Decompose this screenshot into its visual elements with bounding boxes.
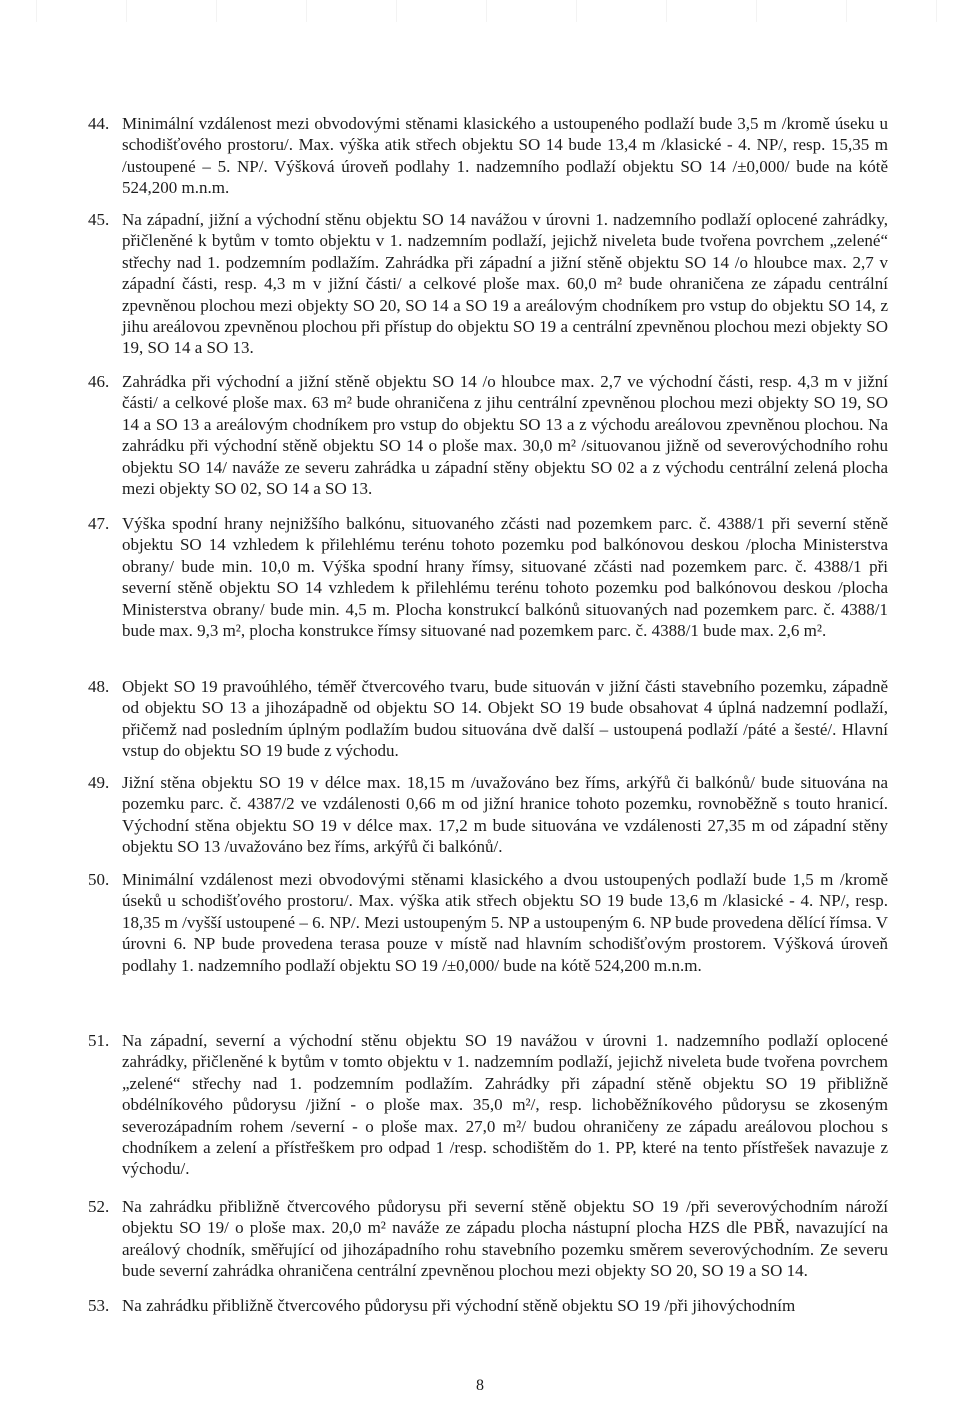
paragraph-number: 51. xyxy=(88,1031,110,1050)
paragraph-text: Objekt SO 19 pravoúhlého, téměř čtvercového tvaru, bude situován v jižní části stavebního pozemku, západně od objektu SO 13 a jihozápadně od objektu SO 14. Objekt SO 19 bude obsahovat 4 úplná nadzemní podlaží, přičemž nad posledním úplným podlažím budou situována dvě další – ustoupená podlaží /páté a šesté/. Hlavní vstup do objektu SO 19 bude z východu. xyxy=(122,677,888,761)
paragraph-text: Výška spodní hrany nejnižšího balkónu, situovaného zčásti nad pozemkem parc. č. 4388/1 při severní stěně objektu SO 14 vzhledem k přilehlému terénu tohoto pozemku pod balkónovou deskou /plocha Ministerstva obrany/ bude min. 10,0 m. Výška spodní hrany římsy, situované zčásti nad pozemkem parc. č. 4388/1 při severní stěně objektu SO 14 vzhledem k přilehlému terénu tohoto pozemku pod balkónovou deskou /plocha Ministerstva obrany/ bude min. 4,5 m. Plocha konstrukcí balkónů situovaných nad pozemkem parc. č. 4388/1 bude max. 9,3 m², plocha konstrukce římsy situované nad pozemkem parc. č. 4388/1 bude max. 2,6 m². xyxy=(122,514,888,641)
paragraph-number: 44. xyxy=(88,114,110,133)
paragraph-number: 45. xyxy=(88,210,110,229)
paragraph-number: 49. xyxy=(88,773,110,792)
paragraph-number: 47. xyxy=(88,514,110,533)
page-number: 8 xyxy=(476,1377,484,1394)
paragraph-50 xyxy=(88,869,888,976)
paragraph-number: 46. xyxy=(88,372,110,391)
paragraph-number: 52. xyxy=(88,1197,110,1216)
paragraph-45 xyxy=(88,209,888,359)
paragraph-53 xyxy=(88,1295,888,1316)
paragraph-number: 53. xyxy=(88,1296,110,1315)
paragraph-text: Minimální vzdálenost mezi obvodovými stěnami klasického a dvou ustoupených podlaží bude 1,5 m /kromě úseků u schodišťového prostoru/. Max. výška atik střech objektu SO 19 bude 13,6 m /klasické - 4. NP/, resp. 18,35 m /vyšší ustoupené – 6. NP/. Mezi ustoupeným 5. NP a ustoupeným 6. NP bude provedena dělící římsa. V úrovni 6. NP bude provedena terasa pouze v místě nad hlavním schodišťovým prostorem. Výšková úroveň podlahy 1. nadzemního podlaží objektu SO 19 /±0,000/ bude na kótě 524,200 m.n.m. xyxy=(122,870,888,975)
paragraph-text: Minimální vzdálenost mezi obvodovými stěnami klasického a ustoupeného podlaží bude 3,5 m /kromě úseku u schodišťového prostoru/. Max. výška atik střech objektu SO 14 bude 13,4 m /klasické - 4. NP/, resp. 15,35 m /ustoupené – 5. NP/. Výšková úroveň podlahy 1. nadzemního podlaží objektu SO 14 /±0,000/ bude na kótě 524,200 m.n.m. xyxy=(122,114,888,198)
paragraph-number: 50. xyxy=(88,870,110,889)
paragraph-text: Na zahrádku přibližně čtvercového půdorysu při severní stěně objektu SO 19 /při severovýchodním nároží objektu SO 19/ o ploše max. 20,0 m² naváže ze západu plocha nástupní plocha HZS dle PBŘ, navazující na areálový chodník, směřující od jihozápadního rohu stavebního pozemku směrem severovýchodním. Ze severu bude severní zahrádka ohraničena centrální zpevněnou plochou mezi objekty SO 20, SO 19 a SO 14. xyxy=(122,1197,888,1281)
paragraph-48 xyxy=(88,676,888,762)
paragraph-text: Na západní, jižní a východní stěnu objektu SO 14 navážou v úrovni 1. nadzemního podlaží oplocené zahrádky, přičleněné k bytům v tomto objektu v 1. nadzemním podlaží, jejichž niveleta bude tvořena povrchem „zelené“ střechy nad 1. podzemním podlažím. Zahrádka při západní a jižní stěně objektu SO 14 /o hloubce max. 2,7 v západní části, resp. 4,3 m v jižní části/ a celkové ploše max. 60,0 m² bude ohraničena ze západu centrální zpevněnou plochou mezi objekty SO 20, SO 14 a SO 19 a areálovým chodníkem pro vstup do objektu SO 14, z jihu areálovou zpevněnou plochou při přístup do objektu SO 19 a centrální zpevněnou plochou mezi objekty SO 19, SO 14 a SO 13. xyxy=(122,210,888,358)
paragraph-52 xyxy=(88,1196,888,1282)
paragraph-49 xyxy=(88,772,888,858)
paragraph-44 xyxy=(88,113,888,199)
paragraph-51 xyxy=(88,1030,888,1180)
paragraph-text: Na zahrádku přibližně čtvercového půdorysu při východní stěně objektu SO 19 /při jihovýchodním xyxy=(122,1296,796,1315)
paragraph-number: 48. xyxy=(88,677,110,696)
paragraph-text: Zahrádka při východní a jižní stěně objektu SO 14 /o hloubce max. 2,7 ve východní části, resp. 4,3 m v jižní části/ a celkové ploše max. 63 m² bude ohraničena z jihu centrální zpevněnou plochou mezi objekty SO 19, SO 14 a SO 13 a areálovým chodníkem pro vstup do objektu SO 13 a z východu areálovou zpevněnou plochou. Na zahrádku při východní stěně objektu SO 14 o ploše max. 30,0 m² /situovanou jižně od severovýchodního rohu objektu SO 14/ naváže ze severu zahrádka u západní stěny objektu SO 02 a z východu centrální zelená plocha mezi objekty SO 02, SO 14 a SO 13. xyxy=(122,372,888,499)
scan-edge-artifact xyxy=(0,0,960,22)
paragraph-text: Jižní stěna objektu SO 19 v délce max. 18,15 m /uvažováno bez říms, arkýřů či balkónů/ bude situována na pozemku parc. č. 4387/2 ve vzdálenosti 0,66 m od jižní hranice tohoto pozemku, rovnoběžně s touto hranicí. Východní stěna objektu SO 19 v délce max. 17,2 m bude situována ve vzdálenosti 27,35 m od západní stěny objektu SO 13 /uvažováno bez říms, arkýřů či balkónů/. xyxy=(122,773,888,857)
paragraph-text: Na západní, severní a východní stěnu objektu SO 19 navážou v úrovni 1. nadzemního podlaží oplocené zahrádky, přičleněné k bytům v tomto objektu v 1. nadzemním podlaží, jejichž niveleta bude tvořena povrchem „zelené“ střechy nad 1. podzemním podlažím. Zahrádky při západní stěně objektu SO 19 přibližně obdélníkového půdorysu /jižní - o ploše max. 35,0 m²/, resp. lichoběžníkového půdorysu se zkoseným severozápadním rohem /severní - o ploše max. 27,0 m²/ budou ohraničeny ze západu areálovou plochou s chodníkem a zelení a přístřeškem pro odpad 1 /resp. schodištěm do 1. PP, které na tento přístřešek navazuje z východu/. xyxy=(122,1031,888,1179)
paragraph-47 xyxy=(88,513,888,641)
paragraph-46 xyxy=(88,371,888,499)
